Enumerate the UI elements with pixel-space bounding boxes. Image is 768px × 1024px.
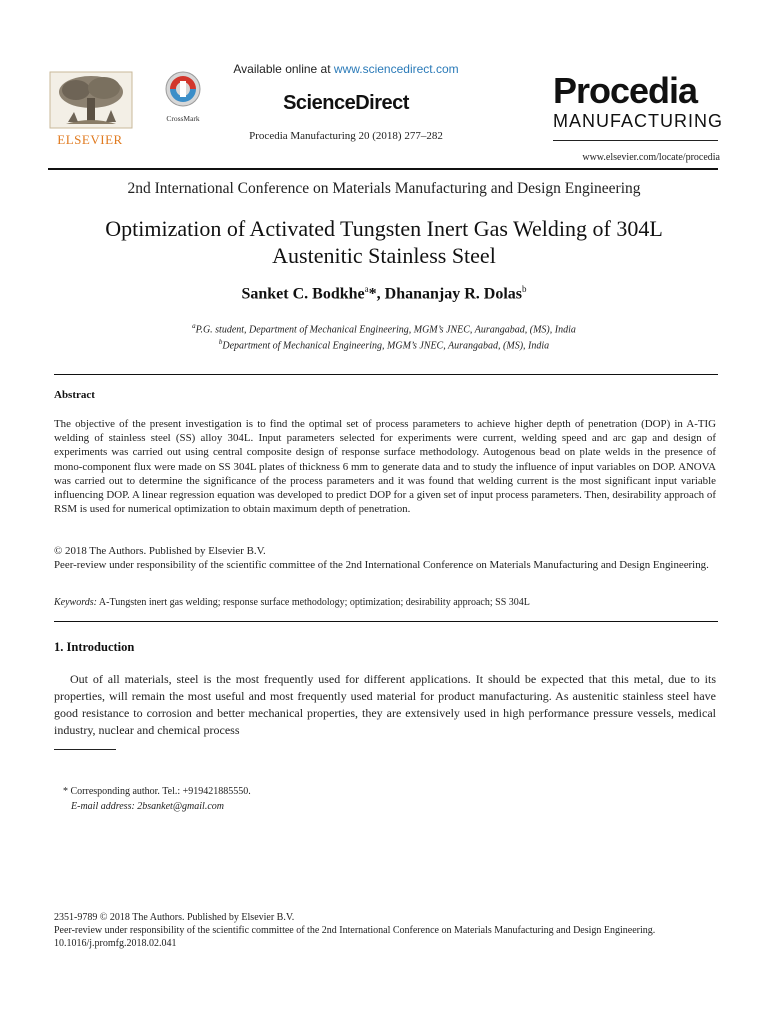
keywords-label: Keywords:: [54, 597, 97, 608]
issn-copyright: 2351-9789 © 2018 The Authors. Published by Elsevier B.V.: [54, 912, 295, 923]
email-address[interactable]: E-mail address: 2bsanket@gmail.com: [71, 801, 224, 812]
introduction-heading: 1. Introduction: [54, 640, 135, 654]
peer-review-footer: Peer-review under responsibility of the scientific committee of the 2nd International Conference on Materials Manufacturing and Design Engineering.: [54, 924, 656, 936]
introduction-text: Out of all materials, steel is the most frequently used for different applications. It should be expected that this metal, due to its properties, will remain the most useful and most frequently used material for product manufacturing. As austenitic stainless steel have good resistance to corrosion and better mechanical properties, they are extensively used in high performance pressure vessels, medical industry, nuclear and chemical process: [54, 672, 716, 737]
author-name: Dhananjay R. Dolas: [384, 285, 522, 303]
publication-info: [54, 912, 716, 950]
available-online-prefix: Available online at: [233, 62, 331, 76]
procedia-logo: [553, 70, 723, 132]
available-online: [222, 62, 470, 76]
sciencedirect-logo: ScienceDirect: [283, 92, 409, 114]
abstract-bottom-rule: [54, 621, 718, 622]
affiliation-mark: b: [218, 338, 223, 347]
procedia-logo-subtitle: MANUFACTURING: [553, 111, 723, 131]
logo-divider: [553, 140, 718, 141]
author-list: [60, 284, 708, 303]
tree-icon: [46, 68, 136, 132]
affiliation-b: [60, 336, 708, 352]
affiliations: [60, 320, 708, 353]
crossmark-icon: [164, 70, 202, 108]
keywords-list: A-Tungsten inert gas welding; response surface methodology; optimization; desirability approach; SS 304L: [98, 597, 530, 608]
elsevier-wordmark: ELSEVIER: [57, 132, 123, 147]
header-divider: [48, 168, 718, 170]
author-affiliation-mark: a: [364, 284, 369, 294]
abstract-heading: Abstract: [54, 389, 95, 401]
corresponding-author: * Corresponding author. Tel.: +919421885550.: [63, 786, 251, 797]
author-affiliation-mark: b: [522, 284, 527, 294]
copyright-block: [54, 544, 716, 572]
affiliation-a: [60, 320, 708, 336]
author-name: Sanket C. Bodkhe: [241, 285, 365, 303]
sciencedirect-link[interactable]: www.sciencedirect.com: [333, 62, 459, 76]
journal-url-link[interactable]: www.elsevier.com/locate/procedia: [582, 152, 720, 163]
paper-title: Optimization of Activated Tungsten Inert Gas Welding of 304L Austenitic Stainless Steel: [105, 216, 663, 268]
procedia-logo-title: Procedia: [553, 70, 698, 111]
peer-review-statement: Peer-review under responsibility of the scientific committee of the 2nd International Conference on Materials Manufacturing and Design Engineering.: [54, 559, 709, 571]
journal-reference: Procedia Manufacturing 20 (2018) 277–282: [249, 130, 443, 142]
crossmark-badge[interactable]: [158, 70, 208, 123]
affiliation-mark: a: [192, 322, 196, 330]
abstract-top-rule: [54, 374, 718, 375]
affiliation-text: P.G. student, Department of Mechanical Engineering, MGM’s JNEC, Aurangabad, (MS), India: [195, 324, 576, 336]
copyright-line: © 2018 The Authors. Published by Elsevier B.V.: [54, 545, 266, 557]
crossmark-label: CrossMark: [166, 114, 200, 123]
corresponding-mark: *,: [368, 285, 381, 303]
abstract-text: The objective of the present investigation is to find the optimal set of process parameters to achieve higher depth of penetration (DOP) in A-TIG welding of stainless steel (SS) alloy 304L. Input parameters selected for experiments were current, welding speed and arc gap and design of experiments was carried out using central composite design of response surface methodology. Autogenous bead on plate welds in the presence of mono-component flux were made on SS 304L plates of thickness 6 mm to generate data and to study the influence of input variables on DOP. ANOVA was carried out to determine the significance of the process parameters and it was found that welding current is the most significant input variable influencing DOP. A linear regression equation was developed to predict DOP for a given set of input process parameters. Then, desirability approach of RSM is used for numerical optimization to obtain maximum depth of penetration.: [54, 418, 716, 516]
affiliation-text: Department of Mechanical Engineering, MGM’s JNEC, Aurangabad, (MS), India: [222, 340, 550, 352]
footnote: [63, 784, 663, 814]
keywords: [54, 597, 716, 608]
doi-link[interactable]: 10.1016/j.promfg.2018.02.041: [54, 937, 177, 949]
footnote-divider: [54, 749, 116, 750]
conference-name: 2nd International Conference on Materials Manufacturing and Design Engineering: [127, 180, 641, 197]
